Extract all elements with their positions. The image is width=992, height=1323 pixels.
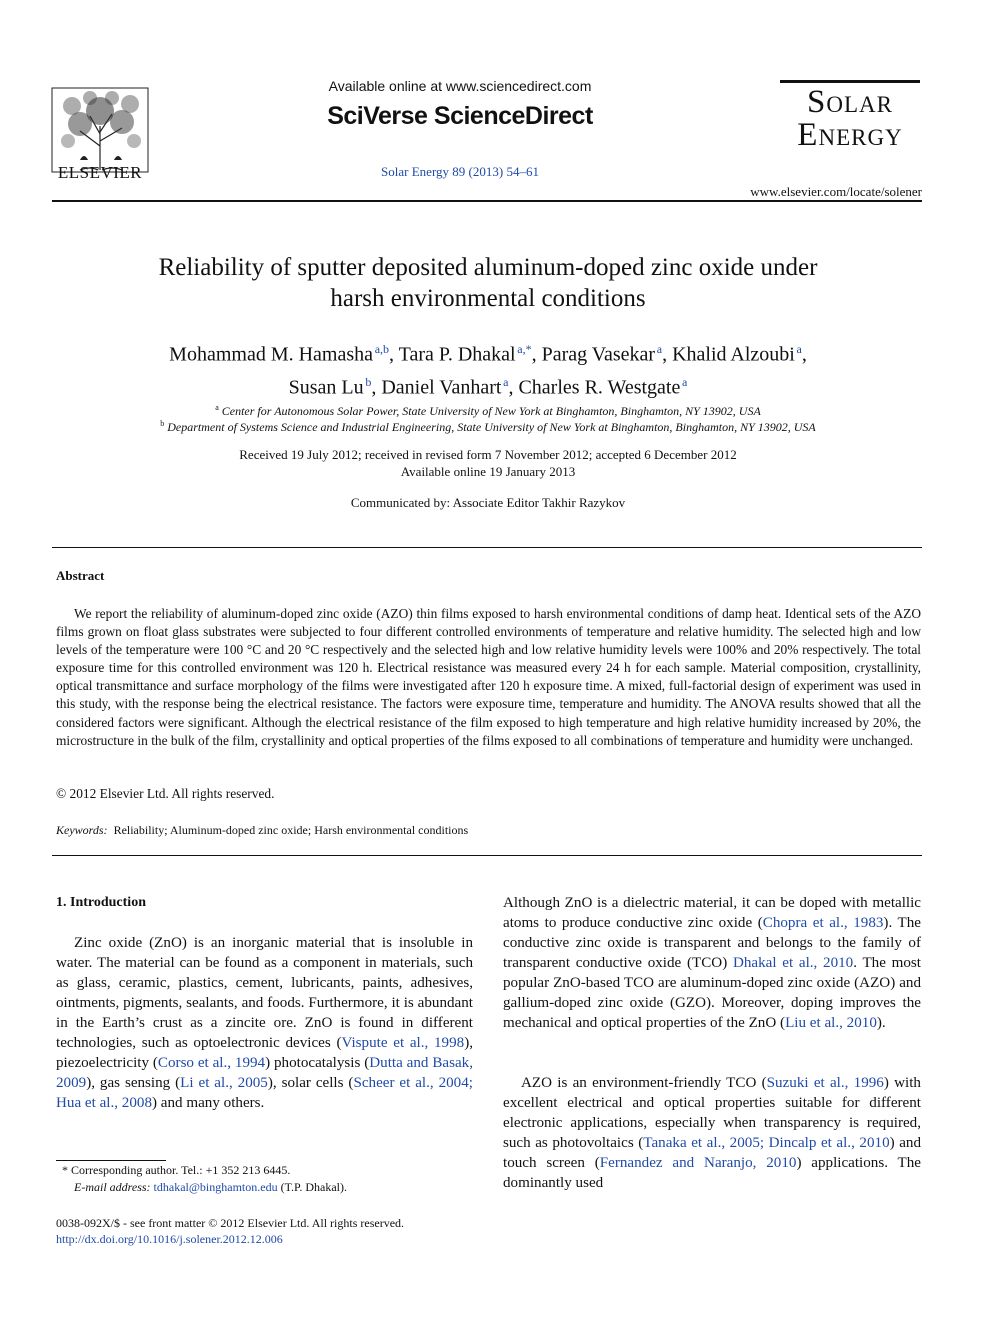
body-text: ) photocatalysis (: [265, 1054, 370, 1071]
email-label: E-mail address:: [74, 1180, 151, 1194]
issn-line: 0038-092X/$ - see front matter © 2012 Elsevier Ltd. All rights reserved.: [56, 1216, 405, 1230]
citation-link[interactable]: Tanaka et al., 2005; Dincalp et al., 2010: [643, 1134, 890, 1151]
author-affiliation-mark[interactable]: b: [365, 374, 372, 389]
affiliation-mark: a: [215, 403, 219, 412]
citation-link[interactable]: Dutta and Basak, 2009: [56, 1054, 473, 1091]
citation-link[interactable]: Liu et al., 2010: [785, 1014, 877, 1031]
communicated-by: Communicated by: Associate Editor Takhir Razykov: [350, 495, 626, 510]
body-text: ), solar cells (: [267, 1074, 354, 1091]
abstract-bottom-divider: [52, 855, 922, 856]
citation-link[interactable]: Li et al., 2005: [180, 1074, 268, 1091]
citation-link[interactable]: Vispute et al., 1998: [341, 1034, 465, 1051]
email-link[interactable]: tdhakal@binghamton.edu: [153, 1180, 278, 1194]
body-text: ), piezoelectricity (: [56, 1034, 473, 1071]
citation-link[interactable]: Corso et al., 1994: [157, 1054, 266, 1071]
journal-title-logo: [776, 86, 924, 152]
doi-link[interactable]: http://dx.doi.org/10.1016/j.solener.2012.12.006: [56, 1232, 283, 1246]
body-text: Zinc oxide (ZnO) is an inorganic material that is insoluble in water. The material can be found as a component in materials, such as glass, ceramic, plastics, cement, lubricants, paints, adhesives, ointments, pigments, sealants, and foods. Furthermore, it is abundant in the Earth’s crust as a zincite ore. ZnO is found in different technologies, such as optoelectronic devices (: [56, 935, 473, 1051]
author-affiliation-mark[interactable]: a: [503, 374, 509, 389]
author-separator: ,: [508, 376, 519, 399]
author-separator: ,: [531, 343, 542, 366]
author-name: Khalid Alzoubi: [672, 343, 795, 366]
section-heading-introduction: 1. Introduction: [56, 895, 146, 910]
corresponding-author-note: * Corresponding author. Tel.: +1 352 213 6445.: [62, 1163, 291, 1177]
available-date: Available online 19 January 2013: [400, 464, 576, 479]
body-text: ), gas sensing (: [86, 1074, 181, 1091]
citation-link[interactable]: Suzuki et al., 1996: [766, 1075, 884, 1091]
author-name: Charles R. Westgate: [518, 376, 681, 399]
citation-link[interactable]: Fernandez and Naranjo, 2010: [599, 1154, 797, 1171]
footnote-divider: [56, 1160, 166, 1161]
abstract-copyright: © 2012 Elsevier Ltd. All rights reserved.: [56, 786, 275, 801]
citation-link[interactable]: Dhakal et al., 2010: [732, 954, 854, 971]
article-history: [60, 446, 916, 480]
intro-right-paragraph-2: [503, 1074, 921, 1194]
author-name: Susan Lu: [288, 376, 364, 399]
author-name: Tara P. Dhakal: [398, 343, 516, 366]
author-name: Daniel Vanhart: [381, 376, 502, 399]
publisher-wordmark: ELSEVIER: [57, 163, 143, 182]
author-name: Parag Vasekar: [541, 343, 656, 366]
body-text: Although ZnO is a dielectric material, it can be doped with metallic atoms to produce conductive zinc oxide (: [503, 895, 921, 931]
available-online-note: Available online at www.sciencedirect.com: [328, 78, 592, 94]
header-divider: [52, 200, 922, 202]
author-separator: ,: [662, 343, 673, 366]
journal-citation-link[interactable]: Solar Energy 89 (2013) 54–61: [381, 164, 539, 179]
citation-link[interactable]: Chopra et al., 1983: [762, 914, 884, 931]
author-separator: ,: [801, 343, 807, 366]
keywords-label: Keywords:: [56, 823, 108, 837]
journal-title-line2: Energy: [797, 117, 903, 153]
article-title-line2: harsh environmental conditions: [330, 285, 646, 312]
body-text: ). The conductive zinc oxide is transparent and belongs to the family of transparent conductive oxide (TCO): [503, 914, 921, 971]
abstract-top-divider: [52, 547, 922, 548]
journal-title-rule: [780, 80, 920, 83]
affiliation-text: Department of Systems Science and Industrial Engineering, State University of New York at Binghamton, Binghamton, NY 13902, USA: [167, 420, 816, 434]
author-separator: ,: [389, 343, 399, 366]
body-text: ) and many others.: [152, 1094, 265, 1111]
intro-left-column: [56, 934, 473, 1114]
author-affiliation-mark[interactable]: a,b: [374, 342, 390, 356]
article-title-line1: Reliability of sputter deposited aluminum-doped zinc oxide under: [158, 254, 818, 281]
keywords: [56, 823, 468, 838]
body-text: ).: [876, 1014, 886, 1031]
author-affiliation-mark[interactable]: a: [656, 342, 663, 356]
email-owner: (T.P. Dhakal).: [280, 1180, 348, 1194]
affiliation-b: [60, 419, 916, 435]
affiliation-a: [60, 403, 916, 419]
body-text: ) with excellent electrical and optical properties suitable for different electronic applications, especially when transparency is required, such as photovoltaics (: [503, 1075, 921, 1151]
author-list: [60, 336, 916, 401]
body-text: ) applications. The dominantly used: [503, 1154, 922, 1191]
abstract-text: We report the reliability of aluminum-doped zinc oxide (AZO) thin films exposed to harsh environmental conditions of damp heat. Identical sets of the AZO films grown on float glass substrates were subjected to four different controlled environments of temperature and relative humidity. The selected high and low levels of the temperature were 100 °C and 20 °C respectively and the selected high and low relative humidity levels were 100% and 20% respectively. The total exposure time for this controlled environment was 120 h. Electrical resistance was measured every 24 h for each sample. Material composition, crystallinity, optical transmittance and surface morphology of the films were investigated after 120 h exposure time. A mixed, full-factorial design of experiment was used in this study, with the response being the electrical resistance. The factors were exposure time, temperature and humidity. The ANOVA results showed that all the considered factors were significant. Although the electrical resistance of the film exposed to high temperature and high relative humidity increased by 20%, the microstructure in the bulk of the film, crystallinity and optical properties of the films exposed to all combinations of temperature and humidity were unchanged.: [56, 606, 921, 748]
affiliation-text: Center for Autonomous Solar Power, State University of New York at Binghamton, Binghamton, NY 13902, USA: [221, 404, 761, 418]
author-affiliation-mark[interactable]: a: [796, 342, 802, 356]
email-footnote: [74, 1180, 347, 1195]
abstract-heading: Abstract: [56, 568, 105, 583]
affiliation-mark: b: [160, 419, 165, 428]
journal-title-line1: Solar: [807, 84, 893, 120]
author-separator: ,: [371, 376, 382, 399]
keywords-list: Reliability; Aluminum-doped zinc oxide; Harsh environmental conditions: [113, 823, 469, 837]
body-text: ) and touch screen (: [503, 1134, 922, 1171]
author-affiliation-mark[interactable]: a,*: [517, 342, 532, 356]
author-affiliation-mark[interactable]: a: [682, 374, 688, 389]
author-name: Mohammad M. Hamasha: [169, 343, 374, 366]
body-text: AZO is an environment-friendly TCO (: [521, 1075, 767, 1091]
intro-right-paragraph-1: [503, 894, 921, 1034]
journal-url: www.elsevier.com/locate/solener: [750, 184, 922, 199]
citation-link[interactable]: Scheer et al., 2004; Hua et al., 2008: [56, 1074, 473, 1111]
sciencedirect-logo: SciVerse ScienceDirect: [327, 102, 593, 130]
body-text: . The most popular ZnO-based TCO are aluminum-doped zinc oxide (AZO) and gallium-doped zinc oxide (GZO). Moreover, doping improves the mechanical and optical properties of the ZnO (: [503, 954, 922, 1031]
article-title: [60, 252, 916, 314]
received-dates: Received 19 July 2012; received in revised form 7 November 2012; accepted 6 December 2012: [239, 447, 737, 462]
